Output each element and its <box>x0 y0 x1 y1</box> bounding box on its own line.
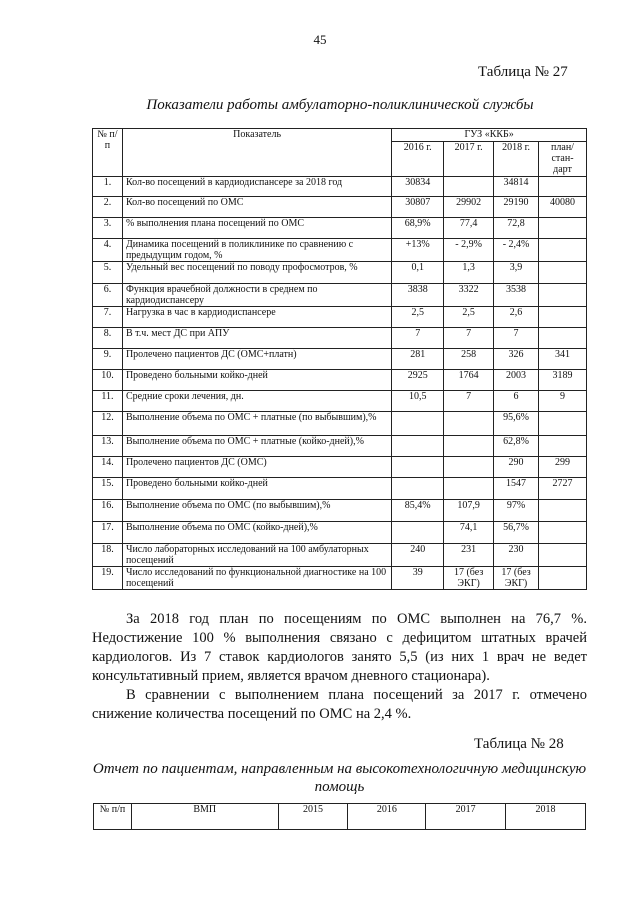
row-value-2017: 107,9 <box>444 500 494 522</box>
paragraph-1: За 2018 год план по посещениям по ОМС выполнен на 76,7 %. Недостижение 100 % выполнения связано с дефицитом штатных врачей кардиологов. Из 7 ставок кардиологов занято 5,5 (из них 1 врач не ведет консультативный прием, является врачом дневного стационара). <box>92 611 587 684</box>
row-indicator: Проведено больными койко-дней <box>122 478 391 500</box>
row-value-2018: 62,8% <box>494 436 539 457</box>
row-value-2016: 2925 <box>392 370 444 391</box>
row-indicator: В т.ч. мест ДС при АПУ <box>122 328 391 349</box>
row-number: 8. <box>93 328 123 349</box>
row-number: 14. <box>93 457 123 478</box>
row-value-2017: 17 (без ЭКГ) <box>444 567 494 590</box>
row-value-2016 <box>392 478 444 500</box>
row-value-2017: - 2,9% <box>444 239 494 262</box>
row-number: 7. <box>93 307 123 328</box>
row-number: 19. <box>93 567 123 590</box>
row-value-2017 <box>444 177 494 197</box>
row-value-plan <box>539 412 587 436</box>
table-row <box>93 522 587 544</box>
row-value-2017: 2,5 <box>444 307 494 328</box>
row-number: 17. <box>93 522 123 544</box>
row-value-plan <box>539 544 587 567</box>
row-number: 10. <box>93 370 123 391</box>
table-27-label: Таблица № 27 <box>478 64 568 80</box>
row-indicator: Выполнение объема по ОМС + платные (по выбывшим),% <box>122 412 391 436</box>
row-value-2016: 68,9% <box>392 218 444 239</box>
row-value-2018: 7 <box>494 328 539 349</box>
row-value-2017: 7 <box>444 328 494 349</box>
row-value-plan: 341 <box>539 349 587 370</box>
row-value-2018: 6 <box>494 391 539 412</box>
row-value-2018: - 2,4% <box>494 239 539 262</box>
row-number: 12. <box>93 412 123 436</box>
row-value-2016 <box>392 522 444 544</box>
row-number: 2. <box>93 197 123 218</box>
header-num: № п/п <box>93 129 123 177</box>
row-value-plan: 299 <box>539 457 587 478</box>
row-value-2017 <box>444 478 494 500</box>
row-value-2016: +13% <box>392 239 444 262</box>
row-number: 1. <box>93 177 123 197</box>
row-value-2018: 230 <box>494 544 539 567</box>
row-number: 11. <box>93 391 123 412</box>
table-row <box>93 349 587 370</box>
row-value-2016: 39 <box>392 567 444 590</box>
row-indicator: Нагрузка в час в кардиодиспансере <box>122 307 391 328</box>
row-indicator: Проведено больными койко-дней <box>122 370 391 391</box>
table-row <box>93 239 587 262</box>
row-value-2018: 2003 <box>494 370 539 391</box>
table-row <box>93 391 587 412</box>
row-value-2018: 97% <box>494 500 539 522</box>
row-indicator: Динамика посещений в поликлинике по сравнению с предыдущим годом, % <box>122 239 391 262</box>
table-row <box>93 197 587 218</box>
page-number: 45 <box>313 32 327 47</box>
row-value-2016: 30807 <box>392 197 444 218</box>
row-value-plan <box>539 500 587 522</box>
row-value-2016: 85,4% <box>392 500 444 522</box>
header-group: ГУЗ «ККБ» <box>392 129 587 142</box>
table-28-header-2017: 2017 <box>426 804 506 830</box>
table-28-header-2018: 2018 <box>506 804 586 830</box>
row-number: 16. <box>93 500 123 522</box>
header-indicator: Показатель <box>122 129 391 177</box>
table-28-header-vmp: ВМП <box>131 804 278 830</box>
row-value-2018: 3,9 <box>494 262 539 284</box>
row-value-plan <box>539 567 587 590</box>
table-28-caption: Отчет по пациентам, направленным на высокотехнологичную медицинскую помощь <box>92 761 587 795</box>
row-value-2016: 0,1 <box>392 262 444 284</box>
row-value-2017: 1,3 <box>444 262 494 284</box>
header-2017: 2017 г. <box>444 142 494 177</box>
row-value-plan: 9 <box>539 391 587 412</box>
row-indicator: Выполнение объема по ОМС (по выбывшим),% <box>122 500 391 522</box>
row-value-plan: 40080 <box>539 197 587 218</box>
table-28-header-2016: 2016 <box>348 804 426 830</box>
row-value-2017: 77,4 <box>444 218 494 239</box>
row-value-2018: 29190 <box>494 197 539 218</box>
row-number: 6. <box>93 284 123 307</box>
row-value-2018: 72,8 <box>494 218 539 239</box>
row-value-2017: 1764 <box>444 370 494 391</box>
row-value-plan <box>539 284 587 307</box>
row-value-2018: 34814 <box>494 177 539 197</box>
row-value-2017: 7 <box>444 391 494 412</box>
table-row <box>93 478 587 500</box>
row-value-plan <box>539 218 587 239</box>
row-value-2016: 281 <box>392 349 444 370</box>
table-28-header-2015: 2015 <box>278 804 348 830</box>
table-27-caption: Показатели работы амбулаторно-поликлинической службы <box>146 97 534 113</box>
row-value-2017: 3322 <box>444 284 494 307</box>
row-indicator: Выполнение объема по ОМС (койко-дней),% <box>122 522 391 544</box>
header-2018: 2018 г. <box>494 142 539 177</box>
row-indicator: Пролечено пациентов ДС (ОМС) <box>122 457 391 478</box>
row-value-2017: 231 <box>444 544 494 567</box>
table-row <box>93 567 587 590</box>
table-row <box>93 307 587 328</box>
table-row <box>93 412 587 436</box>
paragraph-2: В сравнении с выполнением плана посещений за 2017 г. отмечено снижение количества посещений по ОМС на 2,4 %. <box>92 687 587 722</box>
row-value-2016 <box>392 436 444 457</box>
row-indicator: Кол-во посещений по ОМС <box>122 197 391 218</box>
row-indicator: Функция врачебной должности в среднем по кардиодиспансеру <box>122 284 391 307</box>
table-28 <box>93 803 586 830</box>
table-row <box>93 262 587 284</box>
row-value-2017: 74,1 <box>444 522 494 544</box>
row-number: 5. <box>93 262 123 284</box>
header-2016: 2016 г. <box>392 142 444 177</box>
row-indicator: Число лабораторных исследований на 100 амбулаторных посещений <box>122 544 391 567</box>
table-row <box>93 218 587 239</box>
row-value-plan <box>539 328 587 349</box>
row-value-2017 <box>444 457 494 478</box>
row-value-2018: 3538 <box>494 284 539 307</box>
table-27 <box>92 128 587 590</box>
row-number: 4. <box>93 239 123 262</box>
row-value-2017 <box>444 412 494 436</box>
row-value-2018: 17 (без ЭКГ) <box>494 567 539 590</box>
row-number: 15. <box>93 478 123 500</box>
table-row <box>93 284 587 307</box>
table-row <box>93 370 587 391</box>
row-value-2018: 326 <box>494 349 539 370</box>
row-value-2018: 290 <box>494 457 539 478</box>
row-number: 13. <box>93 436 123 457</box>
row-value-2016 <box>392 412 444 436</box>
row-value-plan <box>539 436 587 457</box>
row-value-2016: 7 <box>392 328 444 349</box>
row-number: 18. <box>93 544 123 567</box>
table-28-header-num: № п/п <box>94 804 132 830</box>
table-row <box>93 544 587 567</box>
row-value-2017: 29902 <box>444 197 494 218</box>
row-value-plan <box>539 522 587 544</box>
row-value-2016: 2,5 <box>392 307 444 328</box>
row-value-plan <box>539 262 587 284</box>
row-value-2018: 2,6 <box>494 307 539 328</box>
row-indicator: Пролечено пациентов ДС (ОМС+платн) <box>122 349 391 370</box>
table-row <box>93 177 587 197</box>
row-value-2016: 240 <box>392 544 444 567</box>
body-text <box>92 610 587 724</box>
row-value-2018: 56,7% <box>494 522 539 544</box>
row-value-2016 <box>392 457 444 478</box>
row-indicator: Выполнение объема по ОМС + платные (койко-дней),% <box>122 436 391 457</box>
header-plan: план/ стан- дарт <box>539 142 587 177</box>
row-value-2016: 3838 <box>392 284 444 307</box>
row-value-2017: 258 <box>444 349 494 370</box>
row-value-2017 <box>444 436 494 457</box>
table-row <box>93 457 587 478</box>
row-indicator: Средние сроки лечения, дн. <box>122 391 391 412</box>
row-value-2018: 1547 <box>494 478 539 500</box>
row-value-2018: 95,6% <box>494 412 539 436</box>
row-indicator: Кол-во посещений в кардиодиспансере за 2018 год <box>122 177 391 197</box>
row-number: 9. <box>93 349 123 370</box>
row-value-plan: 3189 <box>539 370 587 391</box>
row-value-2016: 10,5 <box>392 391 444 412</box>
row-value-2016: 30834 <box>392 177 444 197</box>
table-row <box>93 500 587 522</box>
row-value-plan <box>539 307 587 328</box>
row-value-plan <box>539 239 587 262</box>
row-indicator: Удельный вес посещений по поводу профосмотров, % <box>122 262 391 284</box>
row-value-plan: 2727 <box>539 478 587 500</box>
row-number: 3. <box>93 218 123 239</box>
row-indicator: Число исследований по функциональной диагностике на 100 посещений <box>122 567 391 590</box>
table-28-label: Таблица № 28 <box>474 736 564 752</box>
row-value-plan <box>539 177 587 197</box>
row-indicator: % выполнения плана посещений по ОМС <box>122 218 391 239</box>
table-row <box>93 328 587 349</box>
table-row <box>93 436 587 457</box>
